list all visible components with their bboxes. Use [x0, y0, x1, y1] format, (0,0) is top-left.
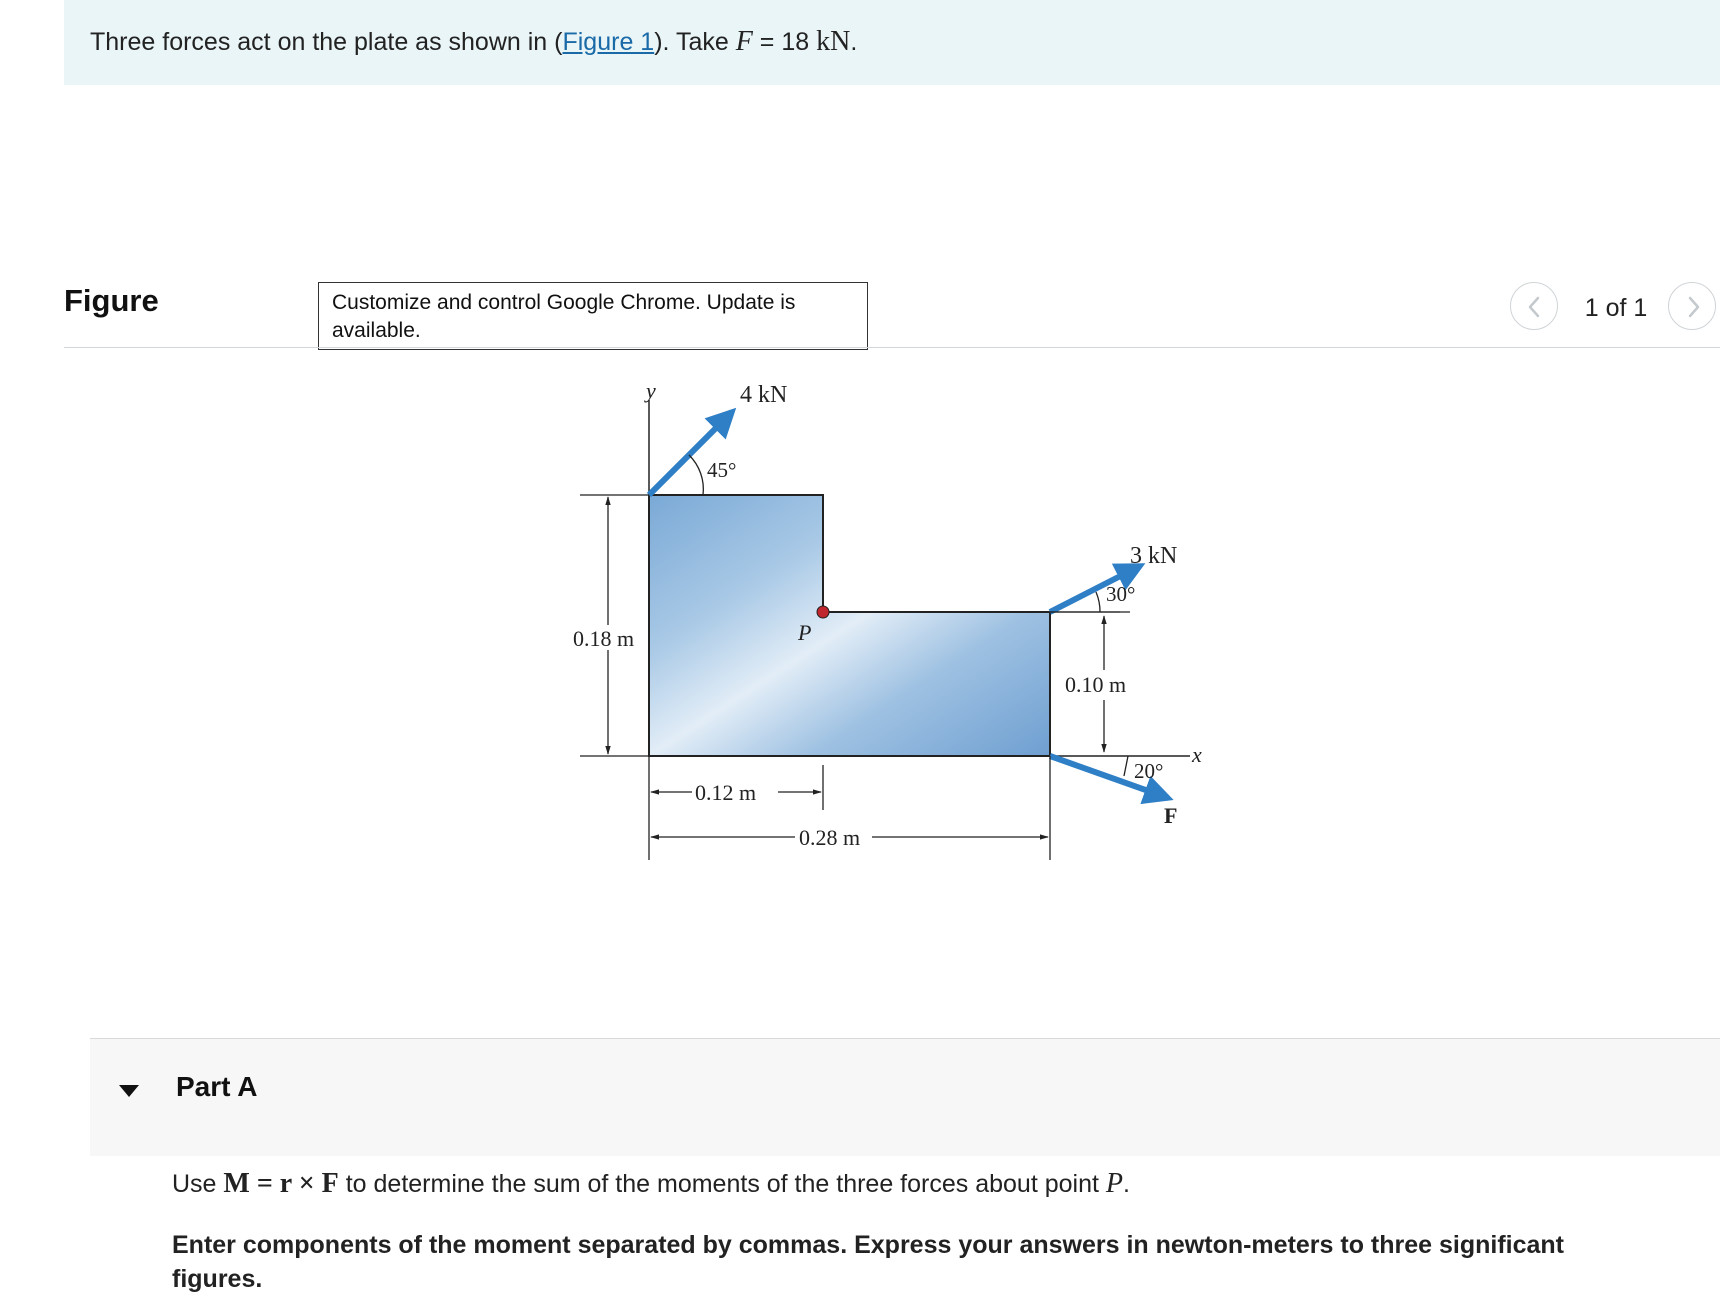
figure-divider — [64, 347, 1720, 348]
plate-figure — [560, 370, 1220, 890]
intro-equals: = 18 — [752, 28, 817, 56]
question-period: . — [1122, 1170, 1130, 1198]
part-a-question — [172, 1168, 1130, 1200]
force-4kN-arrow — [649, 412, 732, 495]
question-point-P: P — [1105, 1168, 1123, 1199]
point-P-marker — [817, 606, 829, 618]
figure-page-indicator: 1 of 1 — [1584, 294, 1648, 322]
plate-shape — [649, 495, 1050, 756]
next-figure-button[interactable] — [1668, 282, 1716, 330]
problem-intro-banner — [64, 0, 1720, 85]
x-axis-label: x — [1192, 742, 1202, 767]
unit-kN: kN — [816, 26, 851, 57]
question-prefix: Use — [172, 1170, 224, 1198]
equation-M: M — [223, 1168, 250, 1199]
part-a-title: Part A — [176, 1071, 258, 1102]
dim-018-label: 0.18 m — [573, 626, 635, 651]
dim-028-label: 0.28 m — [799, 825, 861, 850]
problem-statement — [90, 26, 857, 58]
equation-r-cross-F: = r × F — [249, 1168, 339, 1199]
question-suffix: to determine the sum of the moments of the three forces about point — [338, 1170, 1106, 1198]
chrome-tooltip: Customize and control Google Chrome. Update is available. — [318, 282, 868, 350]
part-a-instruction: Enter components of the moment separated by commas. Express your answers in newton-meters to three significant figures. — [172, 1231, 1565, 1293]
figure-heading: Figure — [64, 283, 159, 318]
angle-30-arc — [1096, 592, 1100, 612]
angle-30-label: 30° — [1106, 582, 1136, 606]
figure-pager — [1470, 280, 1720, 336]
caret-down-icon[interactable] — [118, 1083, 140, 1099]
part-a-header[interactable] — [90, 1038, 1720, 1156]
force-F-label: F — [1164, 803, 1178, 828]
force-4kN-label: 4 kN — [740, 382, 788, 408]
angle-45-arc — [689, 455, 703, 495]
previous-figure-button[interactable] — [1510, 282, 1558, 330]
force-3kN-label: 3 kN — [1130, 543, 1178, 569]
variable-F: F — [735, 26, 753, 57]
point-P-label: P — [798, 620, 812, 645]
y-axis-label: y — [646, 378, 656, 403]
angle-45-label: 45° — [707, 458, 737, 482]
dim-010-label: 0.10 m — [1065, 672, 1127, 697]
figure-link[interactable]: Figure 1 — [562, 28, 655, 56]
chevron-left-icon — [1511, 283, 1559, 331]
chevron-right-icon — [1669, 283, 1717, 331]
angle-20-label: 20° — [1134, 759, 1164, 783]
intro-prefix: Three forces act on the plate as shown in ( — [90, 28, 563, 56]
intro-middle: ). Take — [654, 28, 736, 56]
intro-suffix: . — [850, 28, 858, 56]
angle-20-arc — [1124, 756, 1128, 776]
dim-012-label: 0.12 m — [695, 780, 757, 805]
